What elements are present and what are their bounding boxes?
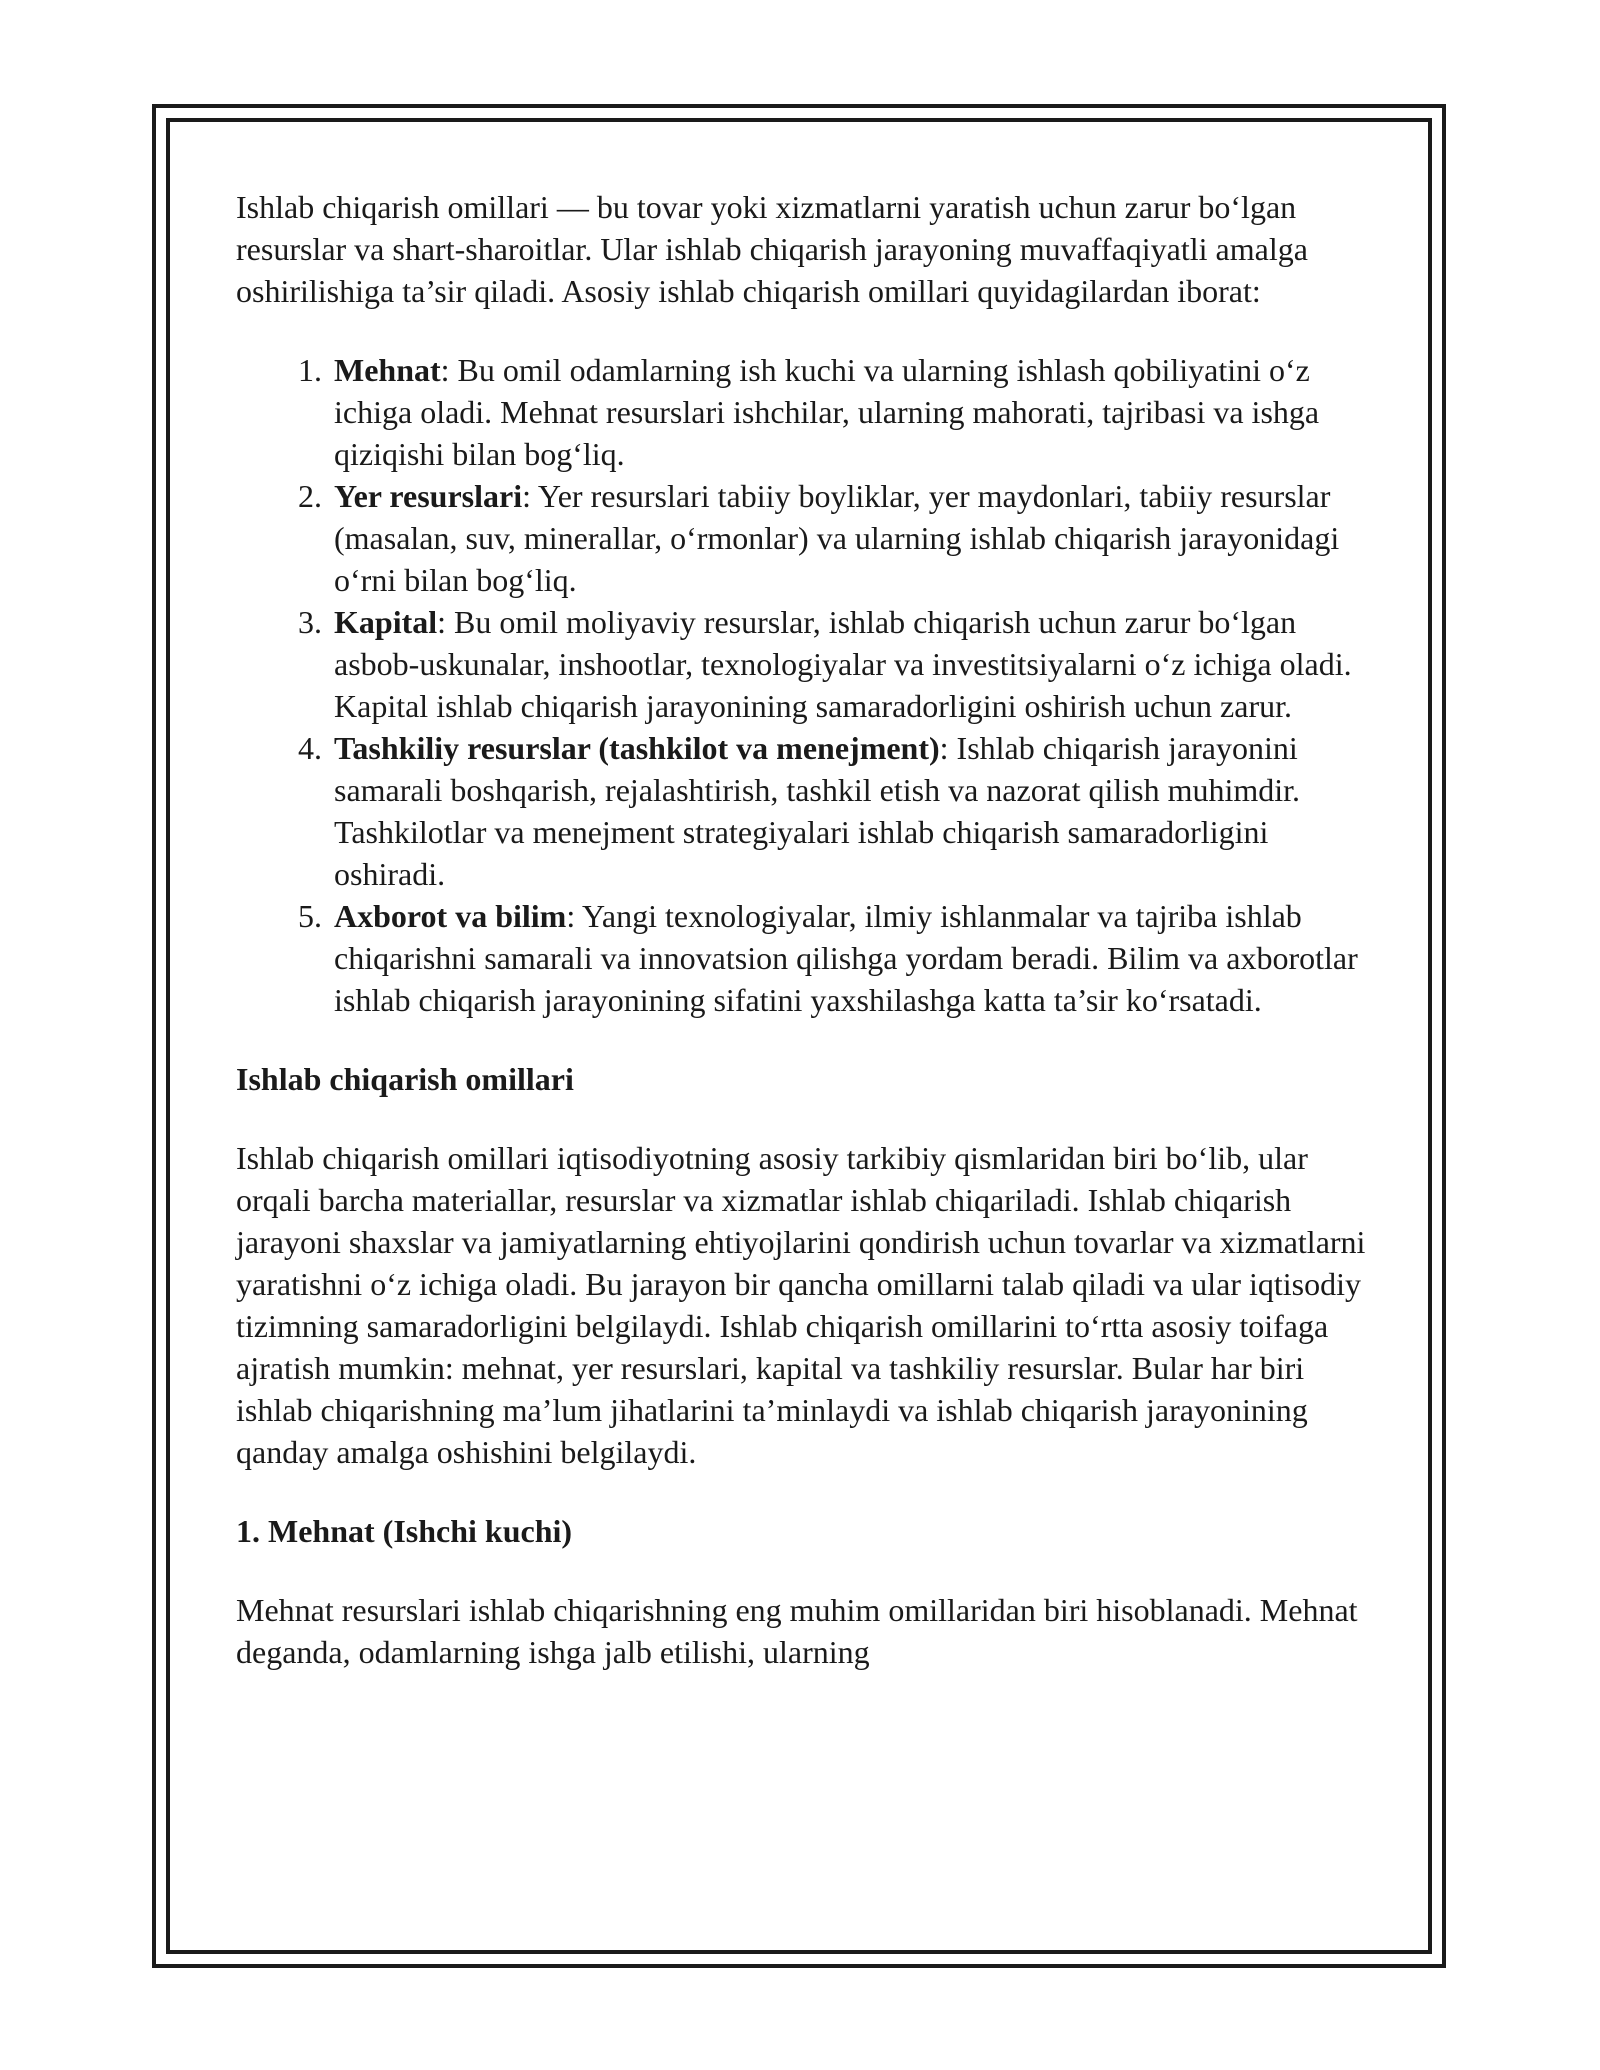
factors-list	[236, 349, 1376, 1021]
factor-term: Tashkiliy resurslar (tashkilot va menejment)	[334, 730, 940, 766]
list-item	[330, 475, 1376, 601]
factor-description: : Ishlab chiqarish jarayonini samarali boshqarish, rejalashtirish, tashkil etish va nazorat qilish muhimdir. Tashkilotlar va menejment strategiyalari ishlab chiqarish samaradorligini oshiradi.	[334, 730, 1301, 892]
list-item	[330, 727, 1376, 895]
factor-term: Kapital	[334, 604, 438, 640]
factor-description: : Yangi texnologiyalar, ilmiy ishlanmalar va tajriba ishlab chiqarishni samarali va innovatsion qilishga yordam beradi. Bilim va axborotlar ishlab chiqarish jarayonining sifatini yaxshilashga katta ta’sir ko‘rsatadi.	[334, 898, 1358, 1018]
factor-term: Mehnat	[334, 352, 441, 388]
factor-term: Axborot va bilim	[334, 898, 567, 934]
section-paragraph: Mehnat resurslari ishlab chiqarishning eng muhim omillaridan biri hisoblanadi. Mehnat deganda, odamlarning ishga jalb etilishi, ularning	[236, 1592, 1358, 1670]
section-paragraph: Ishlab chiqarish omillari iqtisodiyotning asosiy tarkibiy qismlaridan biri bo‘lib, ular orqali barcha materiallar, resurslar va xizmatlar ishlab chiqariladi. Ishlab chiqarish jarayoni shaxslar va jamiyatlarning ehtiyojlarini qondirish uchun tovarlar va xizmatlarni yaratishni o‘z ichiga oladi. Bu jarayon bir qancha omillarni talab qiladi va ular iqtisodiy tizimning samaradorligini belgilaydi. Ishlab chiqarish omillarini to‘rtta asosiy toifaga ajratish mumkin: mehnat, yer resurslari, kapital va tashkiliy resurslar. Bular har biri ishlab chiqarishning ma’lum jihatlarini ta’minlaydi va ishlab chiqarish jarayonining qanday amalga oshishini belgilaydi.	[236, 1140, 1366, 1470]
factor-term: Yer resurslari	[334, 478, 523, 514]
intro-paragraph: Ishlab chiqarish omillari — bu tovar yoki xizmatlarni yaratish uchun zarur bo‘lgan resurslar va shart-sharoitlar. Ular ishlab chiqarish jarayoning muvaffaqiyatli amalga oshirilishiga ta’sir qiladi. Asosiy ishlab chiqarish omillari quyidagilardan iborat:	[236, 189, 1308, 309]
document-body	[236, 186, 1376, 1710]
factor-description: : Yer resurslari tabiiy boyliklar, yer maydonlari, tabiiy resurslar (masalan, suv, minerallar, o‘rmonlar) va ularning ishlab chiqarish jarayonidagi o‘rni bilan bog‘liq.	[334, 478, 1340, 598]
list-item	[330, 601, 1376, 727]
factor-description: : Bu omil moliyaviy resurslar, ishlab chiqarish uchun zarur bo‘lgan asbob-uskunalar, inshootlar, texnologiyalar va investitsiyalarni o‘z ichiga oladi. Kapital ishlab chiqarish jarayonining samaradorligini oshirish uchun zarur.	[334, 604, 1352, 724]
factor-description: : Bu omil odamlarning ish kuchi va ularning ishlash qobiliyatini o‘z ichiga oladi. Mehnat resurslari ishchilar, ularning mahorati, tajribasi va ishga qiziqishi bilan bog‘liq.	[334, 352, 1320, 472]
section-heading: 1. Mehnat (Ishchi kuchi)	[236, 1513, 573, 1549]
list-item	[330, 349, 1376, 475]
list-item	[330, 895, 1376, 1021]
section-heading: Ishlab chiqarish omillari	[236, 1061, 574, 1097]
